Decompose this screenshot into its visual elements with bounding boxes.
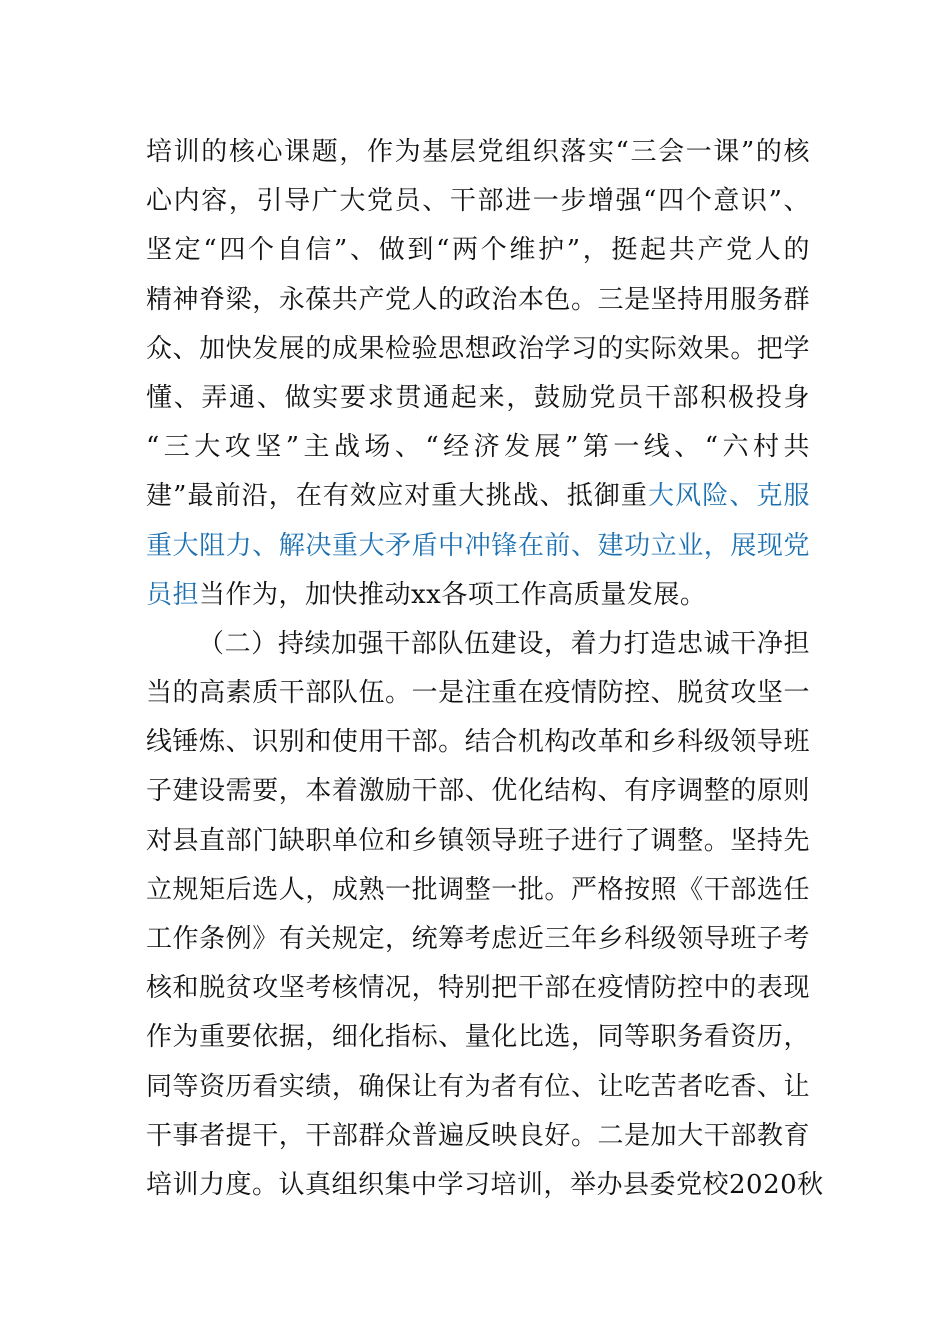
text-line: 当的高素质干部队伍。一是注重在疫情防控、脱贫攻坚一: [146, 678, 810, 709]
text-line: 同等资历看实绩，确保让有为者有位、让吃苦者吃香、让: [146, 1071, 810, 1102]
text-line: 对县直部门缺职单位和乡镇领导班子进行了调整。坚持先: [146, 825, 810, 856]
text-line: 核和脱贫攻坚考核情况，特别把干部在疫情防控中的表现: [146, 973, 810, 1004]
section-heading-line: （二）持续加强干部队伍建设，着力打造忠诚干净担: [198, 628, 810, 659]
text-line: 线锤炼、识别和使用干部。结合机构改革和乡科级领导班: [146, 727, 810, 758]
text-line: 懂、弄通、做实要求贯通起来，鼓励党员干部积极投身: [146, 382, 810, 413]
hyperlink-text[interactable]: 员担: [146, 579, 200, 610]
body-text: [146, 128, 824, 1210]
text-segment: 当作为，加快推动xx各项工作高质量发展。: [199, 579, 707, 610]
hyperlink-text[interactable]: 重大阻力、解决重大矛盾中冲锋在前、建功立业，展现党: [146, 530, 810, 561]
text-line: 培训的核心课题，作为基层党组织落实“三会一课”的核: [146, 137, 810, 167]
text-line: [146, 522, 810, 571]
text-line: 子建设需要，本着激励干部、优化结构、有序调整的原则: [146, 776, 810, 807]
text-line: [146, 472, 810, 521]
text-line: 培训力度。认真组织集中学习培训，举办县委党校2020秋: [146, 1169, 824, 1200]
text-line: 坚定“四个自信”、做到“两个维护”，挺起共产党人的: [146, 235, 810, 266]
text-line: 作为重要依据，细化指标、量化比选，同等职务看资历，: [146, 1022, 810, 1053]
text-line: 工作条例》有关规定，统筹考虑近三年乡科级领导班子考: [146, 924, 810, 954]
text-segment: 建”最前沿，在有效应对重大挑战、抵御重: [146, 481, 649, 512]
text-line: 干事者提干，干部群众普遍反映良好。二是加大干部教育: [146, 1120, 810, 1151]
text-line: 精神脊梁，永葆共产党人的政治本色。三是坚持用服务群: [146, 284, 810, 315]
text-line: 众、加快发展的成果检验思想政治学习的实际效果。把学: [146, 333, 810, 364]
text-line: 立规矩后选人，成熟一批调整一批。严格按照《干部选任: [146, 874, 810, 905]
text-line: 心内容，引导广大党员、干部进一步增强“四个意识”、: [146, 186, 810, 217]
text-line: [146, 571, 810, 620]
text-line: “三大攻坚”主战场、“经济发展”第一线、“六村共: [146, 432, 810, 463]
hyperlink-text[interactable]: 大风险、克服: [648, 481, 810, 512]
